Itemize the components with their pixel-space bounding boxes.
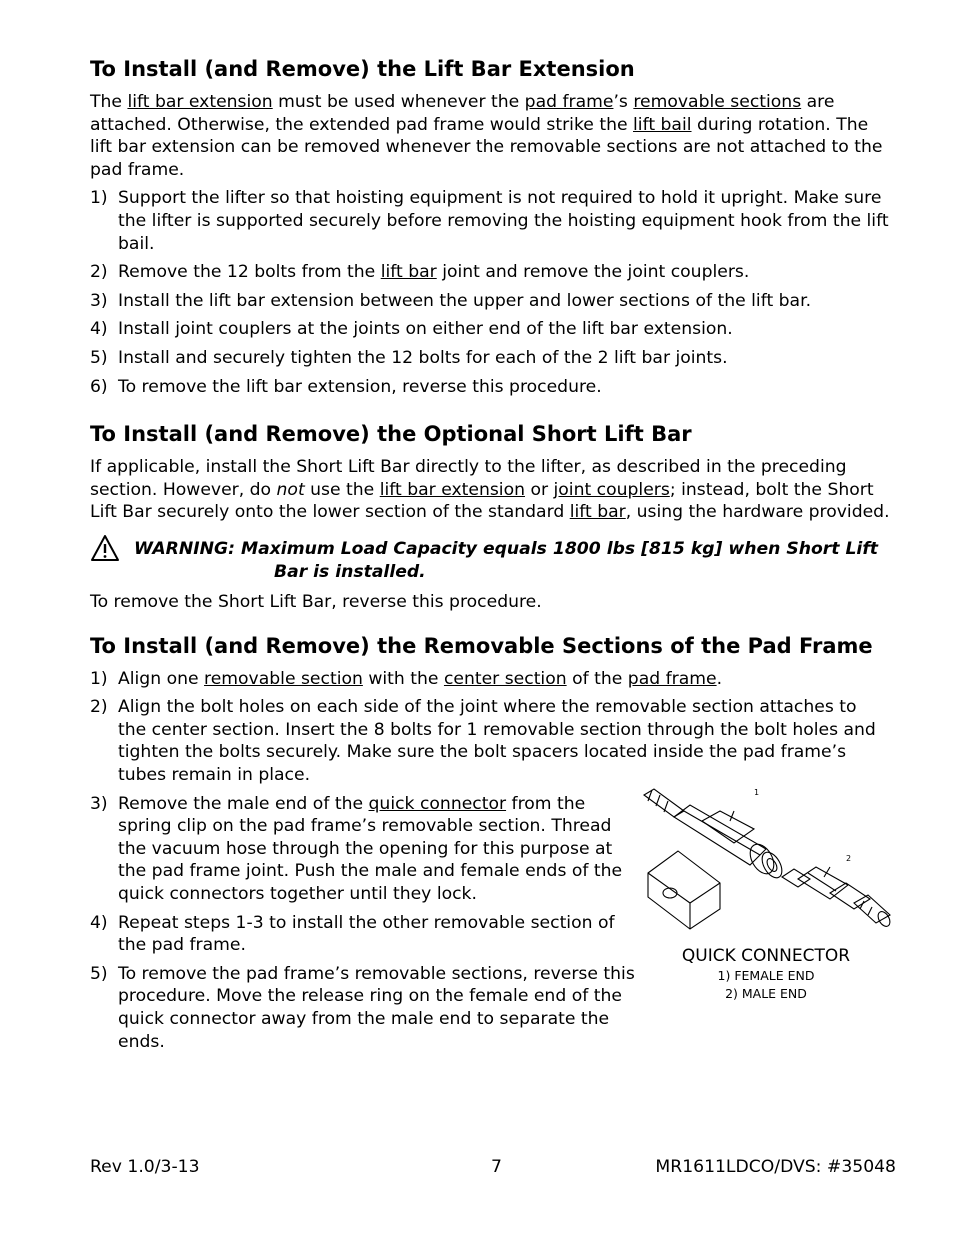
lift-bar-extension-steps bbox=[90, 187, 890, 398]
warning-line-1: WARNING: Maximum Load Capacity equals 1800 lbs [815 kg] when Short Lift bbox=[134, 538, 879, 559]
term-pad-frame: pad frame bbox=[524, 92, 614, 112]
list-item: 3) Remove the male end of the quick connector from the spring clip on the pad frame’s removable section. Thread the vacuum hose through the opening for this purpose at the pad frame joint. Push the male and female ends of the quick connectors together until they lock. bbox=[90, 793, 623, 905]
figure-caption: QUICK CONNECTOR bbox=[681, 945, 851, 966]
female-coupler-body bbox=[674, 805, 766, 865]
list-item: 5) Install and securely tighten the 12 bolts for each of the 2 lift bar joints. bbox=[90, 347, 728, 368]
section-title-removable-sections: To Install (and Remove) the Removable Sections of the Pad Frame bbox=[90, 633, 873, 658]
barb-female bbox=[644, 789, 684, 817]
list-item: 1) Align one removable section with the center section of the pad frame. bbox=[90, 668, 723, 689]
list-item: 5) To remove the pad frame’s removable sections, reverse this procedure. Move the release ring on the female end of the quick connector away from the male end to separate the ends. bbox=[90, 963, 635, 1052]
term-pad-frame: pad frame bbox=[627, 668, 717, 689]
quick-connector-figure bbox=[638, 781, 894, 1004]
removable-sections-steps-cont bbox=[90, 793, 636, 1054]
warning-line-2: Bar is installed. bbox=[274, 561, 426, 582]
term-lift-bail: lift bail bbox=[633, 114, 692, 135]
quick-connector-block bbox=[90, 787, 890, 1054]
term-joint-couplers: joint couplers bbox=[553, 479, 670, 500]
callout-label-2: 2 bbox=[846, 853, 852, 863]
footer-revision: Rev 1.0/3-13 bbox=[90, 1157, 200, 1177]
list-item: 4) Repeat steps 1-3 to install the other removable section of the pad frame. bbox=[90, 912, 615, 956]
removable-sections-steps bbox=[90, 668, 890, 787]
term-center-section: center section bbox=[443, 668, 567, 689]
term-quick-connector: quick connector bbox=[368, 793, 507, 814]
page-footer bbox=[90, 1156, 898, 1180]
section-title-short-lift-bar: To Install (and Remove) the Optional Short Lift Bar bbox=[90, 422, 692, 447]
footer-page-number: 7 bbox=[491, 1157, 502, 1177]
term-lift-bar: lift bar bbox=[569, 502, 626, 523]
term-lift-bar-extension: lift bar extension bbox=[379, 479, 525, 500]
list-item: 3) Install the lift bar extension between the upper and lower sections of the lift bar. bbox=[90, 290, 812, 311]
list-item: 2) Remove the 12 bolts from the lift bar joint and remove the joint couplers. bbox=[90, 262, 750, 283]
term-removable-section: removable section bbox=[204, 668, 363, 689]
warning-triangle-icon bbox=[90, 534, 120, 562]
figure-legend-2: 2) MALE END bbox=[725, 986, 807, 1002]
callout-label-1: 1 bbox=[754, 787, 760, 797]
female-end-opening bbox=[758, 849, 786, 881]
figure-legend-1: 1) FEMALE END bbox=[717, 968, 815, 984]
list-item: 4) Install joint couplers at the joints on either end of the lift bar extension. bbox=[90, 319, 733, 340]
list-item: 6) To remove the lift bar extension, reverse this procedure. bbox=[90, 376, 602, 397]
warning-note bbox=[90, 538, 890, 583]
bracket-hole bbox=[663, 888, 677, 898]
term-removable-sections: removable sections bbox=[633, 92, 802, 112]
barb-male bbox=[854, 895, 890, 923]
short-lift-bar-intro: If applicable, install the Short Lift Bar directly to the lifter, as described in the preceding section. However, do not use the lift bar extension or joint couplers; instead, bolt the Short Lift Bar securely onto the lower section of the standard lift bar, using the hardware provided. bbox=[90, 457, 890, 523]
term-lift-bar: lift bar bbox=[380, 262, 437, 283]
term-lift-bar-extension: lift bar extension bbox=[127, 92, 273, 112]
lift-bar-extension-intro: The lift bar extension must be used whenever the pad frame’s removable sections are attached. Otherwise, the extended pad frame would strike the lift bail during rotation. The lift bar extension can be removed whenever the removable sections are not attached to the pad frame. bbox=[90, 92, 883, 180]
list-item: 1) Support the lifter so that hoisting equipment is not required to hold it upright. Make sure the lifter is supported securely before removing the hoisting equipment hook from the lift bail. bbox=[90, 188, 889, 254]
quick-connector-illustration bbox=[638, 781, 894, 943]
short-lift-bar-removal: To remove the Short Lift Bar, reverse this procedure. bbox=[90, 592, 542, 613]
list-item: 2) Align the bolt holes on each side of the joint where the removable section attaches to the center section. Insert the 8 bolts for 1 removable section through the bolt holes and tighten the bolts securely. Make sure the bolt spacers located inside the pad frame’s tubes remain in place. bbox=[90, 697, 876, 786]
footer-document-id: MR1611LDCO/DVS: #35048 bbox=[655, 1157, 896, 1177]
manual-page bbox=[90, 55, 890, 1059]
section-title-lift-bar-extension: To Install (and Remove) the Lift Bar Extension bbox=[90, 57, 635, 81]
